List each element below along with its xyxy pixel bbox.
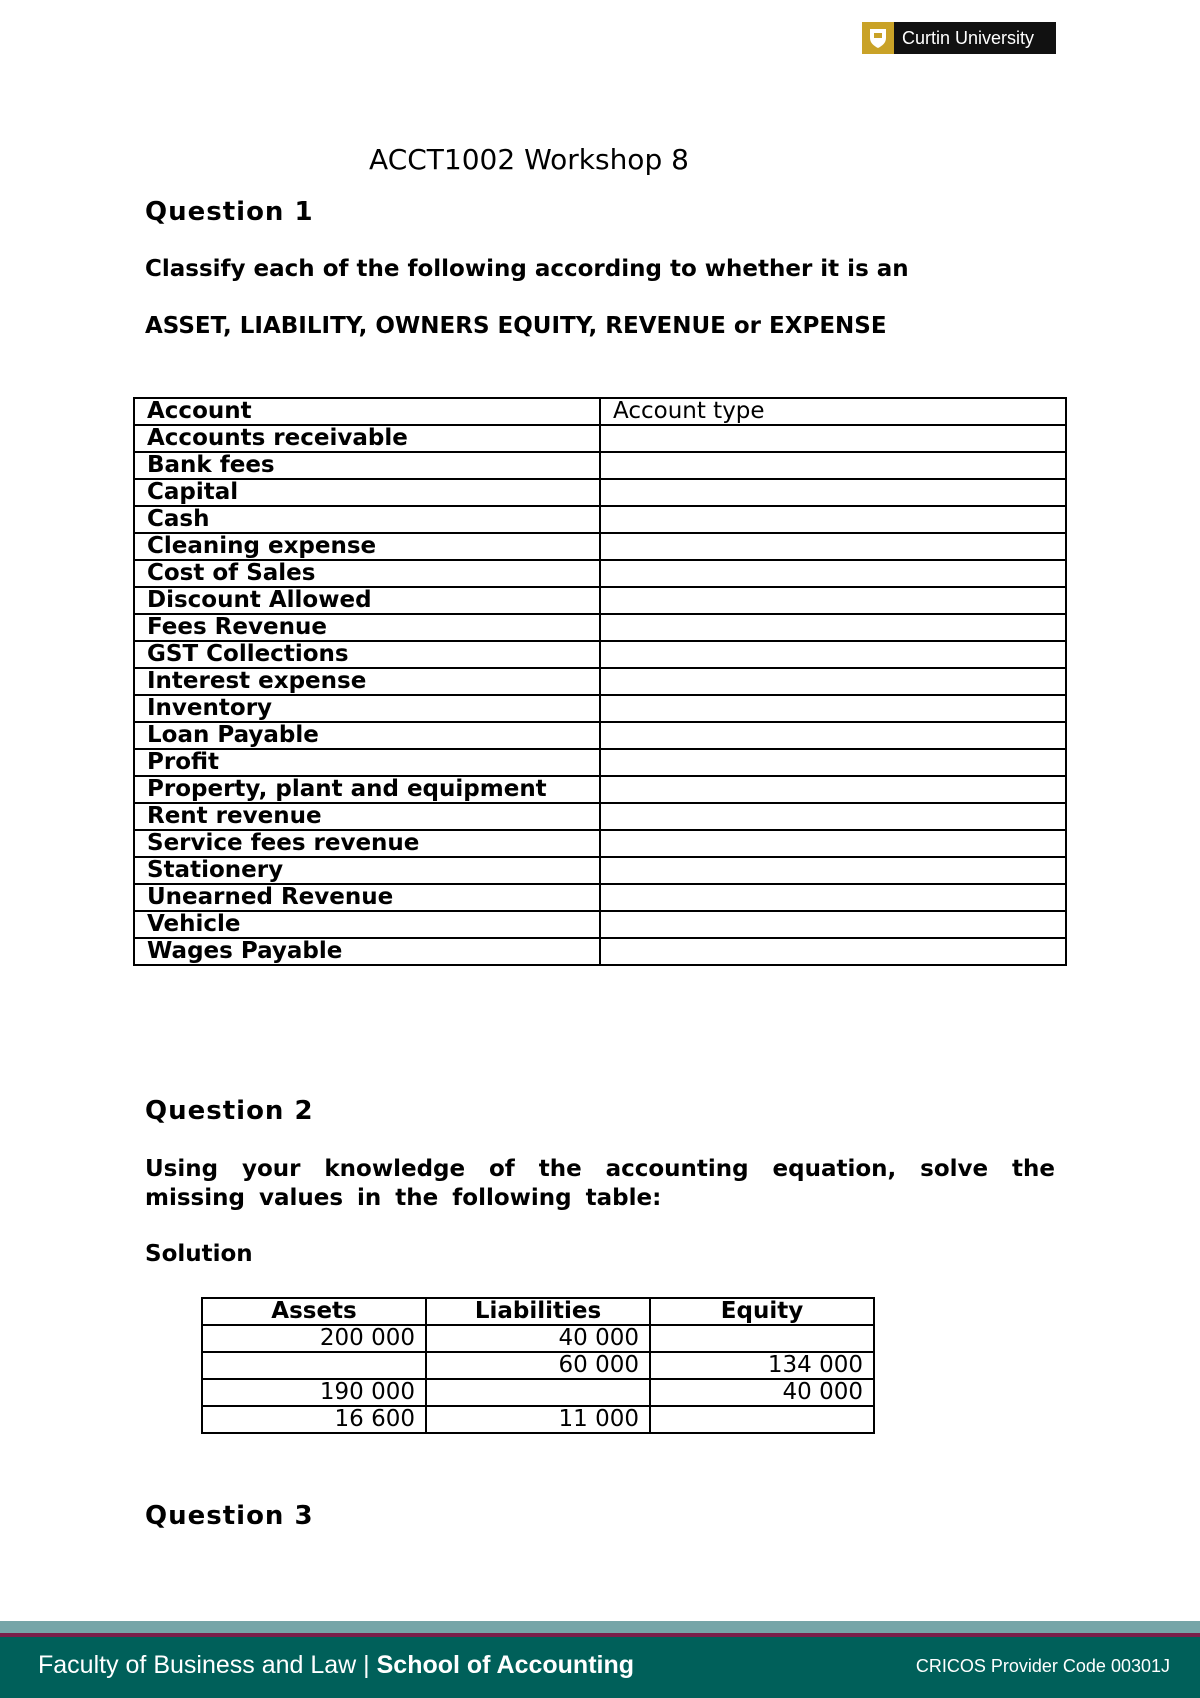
table-row xyxy=(134,857,1066,884)
table-row xyxy=(202,1352,874,1379)
account-type-cell[interactable] xyxy=(600,641,1066,668)
accounting-equation-table xyxy=(201,1297,875,1434)
shield-icon xyxy=(862,22,894,54)
footer-separator: | xyxy=(356,1651,377,1679)
column-header-account-type: Account type xyxy=(600,398,1066,425)
table-row xyxy=(134,560,1066,587)
account-name-cell: GST Collections xyxy=(134,641,600,668)
logo-text: Curtin University xyxy=(902,27,1035,48)
liabilities-cell: 11 000 xyxy=(426,1406,650,1433)
liabilities-cell[interactable] xyxy=(426,1379,650,1406)
table-row xyxy=(134,587,1066,614)
table-row xyxy=(134,830,1066,857)
footer-cricos-code: CRICOS Provider Code 00301J xyxy=(915,1656,1170,1676)
table-row xyxy=(134,695,1066,722)
footer-accent-stripe xyxy=(0,1633,1200,1637)
column-header-account: Account xyxy=(134,398,600,425)
account-name-cell: Discount Allowed xyxy=(134,587,600,614)
footer-faculty xyxy=(38,1651,634,1680)
table-row xyxy=(134,776,1066,803)
table-row xyxy=(134,533,1066,560)
account-type-cell[interactable] xyxy=(600,452,1066,479)
footer-school-name: School of Accounting xyxy=(376,1651,635,1679)
account-name-cell: Rent revenue xyxy=(134,803,600,830)
assets-cell: 200 000 xyxy=(202,1325,426,1352)
account-name-cell: Vehicle xyxy=(134,911,600,938)
table-row xyxy=(134,668,1066,695)
footer-faculty-name: Faculty of Business and Law xyxy=(38,1651,357,1679)
account-name-cell: Interest expense xyxy=(134,668,600,695)
account-name-cell: Profit xyxy=(134,749,600,776)
account-type-cell[interactable] xyxy=(600,857,1066,884)
question-1-instruction-line-1: Classify each of the following according to whether it is an xyxy=(145,256,909,282)
equity-cell[interactable] xyxy=(650,1406,874,1433)
equity-cell[interactable] xyxy=(650,1325,874,1352)
footer-stripe xyxy=(0,1621,1200,1633)
table-row xyxy=(134,722,1066,749)
account-name-cell: Property, plant and equipment xyxy=(134,776,600,803)
account-type-cell[interactable] xyxy=(600,695,1066,722)
liabilities-cell: 60 000 xyxy=(426,1352,650,1379)
account-name-cell: Cost of Sales xyxy=(134,560,600,587)
assets-cell: 190 000 xyxy=(202,1379,426,1406)
account-name-cell: Stationery xyxy=(134,857,600,884)
account-name-cell: Capital xyxy=(134,479,600,506)
table-row xyxy=(202,1379,874,1406)
account-type-cell[interactable] xyxy=(600,668,1066,695)
page-footer xyxy=(0,1621,1200,1698)
table-row xyxy=(134,452,1066,479)
liabilities-cell: 40 000 xyxy=(426,1325,650,1352)
account-name-cell: Bank fees xyxy=(134,452,600,479)
table-header-row xyxy=(202,1298,874,1325)
account-name-cell: Cash xyxy=(134,506,600,533)
question-2-instruction: Using your knowledge of the accounting equation, solve the missing values in the following table: xyxy=(145,1156,1055,1211)
solution-label: Solution xyxy=(145,1241,253,1267)
table-row xyxy=(134,884,1066,911)
table-row xyxy=(134,938,1066,965)
question-2-heading: Question 2 xyxy=(145,1096,314,1126)
equity-cell: 40 000 xyxy=(650,1379,874,1406)
account-type-cell[interactable] xyxy=(600,938,1066,965)
document-title: ACCT1002 Workshop 8 xyxy=(369,143,689,176)
table-row xyxy=(202,1325,874,1352)
assets-cell[interactable] xyxy=(202,1352,426,1379)
account-name-cell: Fees Revenue xyxy=(134,614,600,641)
account-name-cell: Unearned Revenue xyxy=(134,884,600,911)
table-row xyxy=(134,614,1066,641)
account-type-cell[interactable] xyxy=(600,911,1066,938)
account-name-cell: Service fees revenue xyxy=(134,830,600,857)
account-type-cell[interactable] xyxy=(600,425,1066,452)
account-type-cell[interactable] xyxy=(600,479,1066,506)
table-row xyxy=(134,506,1066,533)
equity-cell: 134 000 xyxy=(650,1352,874,1379)
table-row xyxy=(134,749,1066,776)
account-type-cell[interactable] xyxy=(600,884,1066,911)
account-name-cell: Cleaning expense xyxy=(134,533,600,560)
question-1-instruction-line-2: ASSET, LIABILITY, OWNERS EQUITY, REVENUE or EXPENSE xyxy=(145,313,887,339)
column-header-equity: Equity xyxy=(650,1298,874,1325)
curtin-university-logo xyxy=(862,22,1056,54)
table-row xyxy=(134,803,1066,830)
account-name-cell: Accounts receivable xyxy=(134,425,600,452)
account-name-cell: Loan Payable xyxy=(134,722,600,749)
account-type-cell[interactable] xyxy=(600,533,1066,560)
account-name-cell: Wages Payable xyxy=(134,938,600,965)
account-type-cell[interactable] xyxy=(600,506,1066,533)
table-row xyxy=(134,479,1066,506)
column-header-liabilities: Liabilities xyxy=(426,1298,650,1325)
table-row xyxy=(134,911,1066,938)
table-row xyxy=(134,641,1066,668)
question-1-heading: Question 1 xyxy=(145,197,314,227)
table-row xyxy=(134,425,1066,452)
account-type-cell[interactable] xyxy=(600,803,1066,830)
table-row xyxy=(202,1406,874,1433)
question-3-heading: Question 3 xyxy=(145,1501,314,1531)
account-type-cell[interactable] xyxy=(600,722,1066,749)
account-type-cell[interactable] xyxy=(600,560,1066,587)
account-type-cell[interactable] xyxy=(600,776,1066,803)
column-header-assets: Assets xyxy=(202,1298,426,1325)
assets-cell: 16 600 xyxy=(202,1406,426,1433)
account-name-cell: Inventory xyxy=(134,695,600,722)
table-header-row xyxy=(134,398,1066,425)
account-type-cell[interactable] xyxy=(600,830,1066,857)
account-classification-table xyxy=(133,397,1067,966)
account-type-cell[interactable] xyxy=(600,587,1066,614)
account-type-cell[interactable] xyxy=(600,614,1066,641)
account-type-cell[interactable] xyxy=(600,749,1066,776)
